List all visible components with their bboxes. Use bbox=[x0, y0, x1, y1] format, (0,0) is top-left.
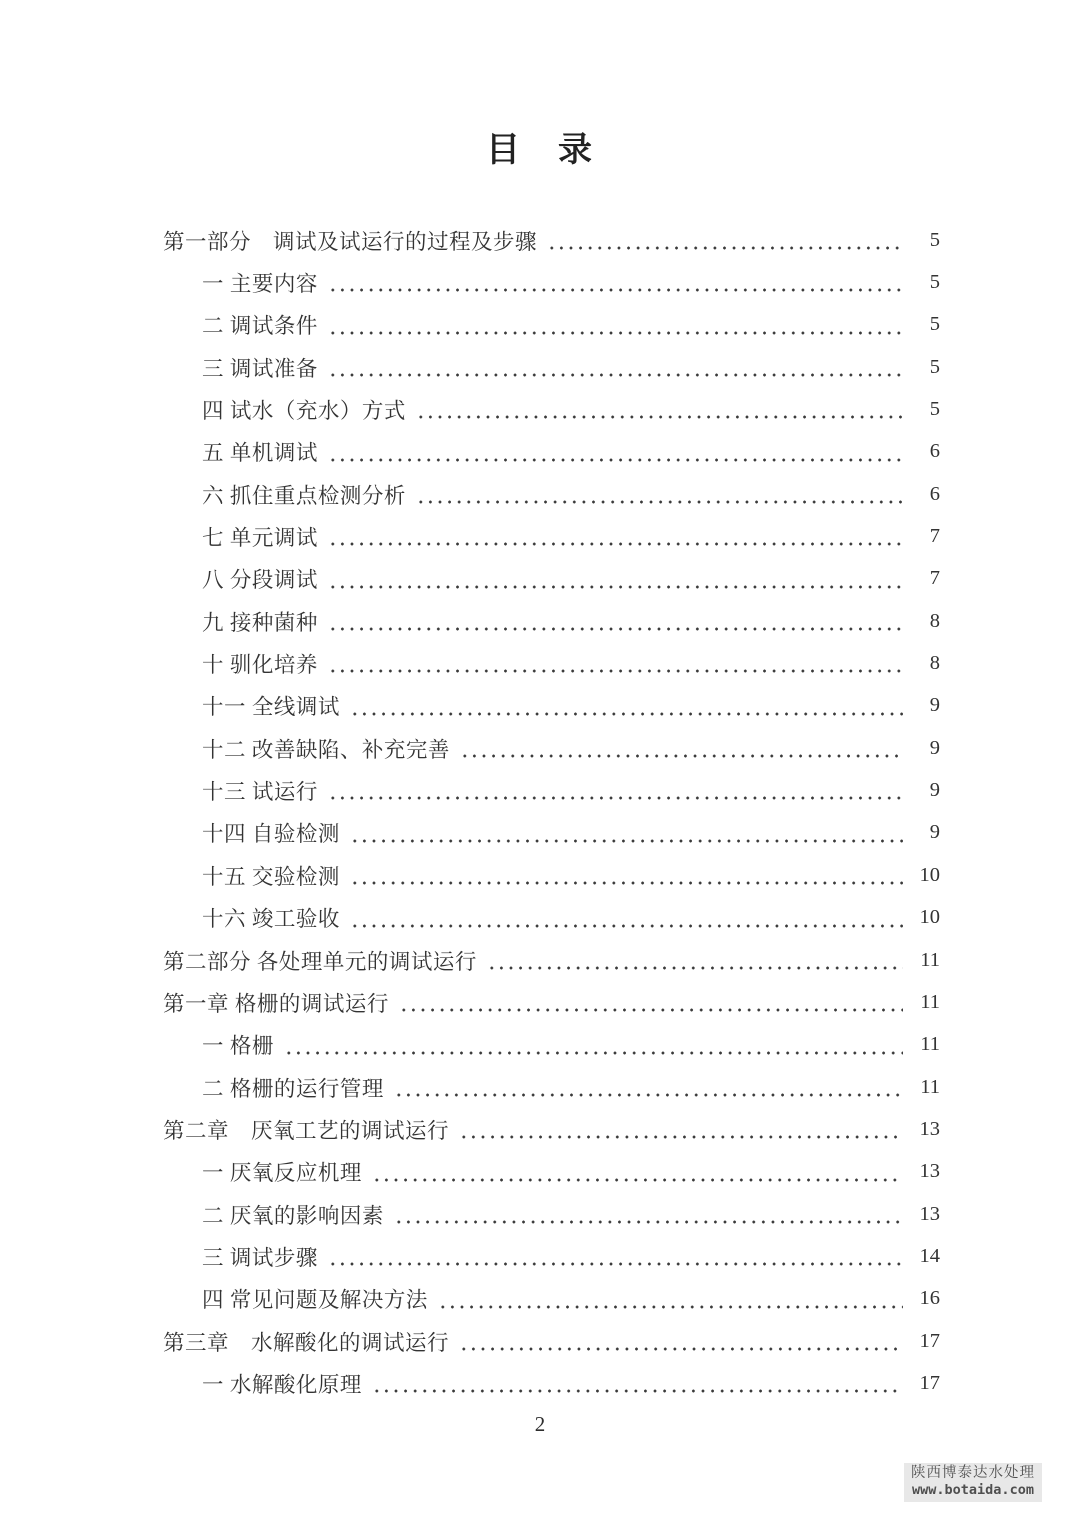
dot-leader bbox=[456, 1320, 903, 1362]
toc-entry-label: 三 调试准备 bbox=[202, 356, 318, 381]
toc-entry-page: 11 bbox=[920, 1075, 940, 1098]
toc-entry-label: 一 主要内容 bbox=[202, 272, 318, 297]
toc-entry-page: 9 bbox=[929, 779, 940, 802]
toc-entry-page: 9 bbox=[929, 821, 940, 844]
toc-entry-page: 13 bbox=[919, 1202, 940, 1225]
dot-leader bbox=[325, 769, 903, 811]
toc-entry bbox=[163, 1024, 940, 1066]
toc-entry-label: 十 驯化培养 bbox=[202, 653, 318, 678]
dot-leader bbox=[396, 981, 903, 1023]
toc-entry-page: 10 bbox=[919, 863, 940, 886]
dot-leader bbox=[369, 1151, 903, 1193]
toc-entry-page: 7 bbox=[929, 525, 940, 548]
toc-entry-label: 九 接种菌种 bbox=[202, 610, 318, 635]
toc-entry bbox=[163, 1362, 940, 1404]
toc-entry-label: 第二部分 各处理单元的调试运行 bbox=[163, 949, 477, 974]
watermark-badge bbox=[904, 1463, 1042, 1502]
toc-entry-page: 17 bbox=[919, 1371, 940, 1394]
dot-leader bbox=[544, 219, 903, 261]
toc-entry-label: 八 分段调试 bbox=[202, 568, 318, 593]
toc-entry-page: 5 bbox=[929, 271, 940, 294]
dot-leader bbox=[484, 939, 903, 981]
toc-entry bbox=[163, 600, 940, 642]
dot-leader bbox=[325, 431, 903, 473]
toc-entry bbox=[163, 854, 940, 896]
toc-entry-page: 14 bbox=[919, 1244, 940, 1267]
toc-entry-page: 11 bbox=[920, 990, 940, 1013]
dot-leader bbox=[457, 727, 903, 769]
dot-leader bbox=[347, 812, 903, 854]
page-title: 目 录 bbox=[486, 132, 594, 169]
dot-leader bbox=[456, 1108, 903, 1150]
toc-entry-label: 七 单元调试 bbox=[202, 526, 318, 551]
dot-leader bbox=[325, 304, 903, 346]
toc-entry-label: 十六 竣工验收 bbox=[202, 907, 340, 932]
toc-entry-page: 9 bbox=[929, 736, 940, 759]
toc-entry-label: 第一章 格栅的调试运行 bbox=[163, 991, 389, 1016]
dot-leader bbox=[413, 473, 903, 515]
toc-entry-label: 六 抓住重点检测分析 bbox=[202, 483, 406, 508]
toc-entry-page: 8 bbox=[929, 609, 940, 632]
toc-entry-page: 10 bbox=[919, 906, 940, 929]
toc-entry bbox=[163, 1193, 940, 1235]
dot-leader bbox=[325, 346, 903, 388]
toc-entry-page: 6 bbox=[929, 440, 940, 463]
toc-entry bbox=[163, 1151, 940, 1193]
toc-entry bbox=[163, 981, 940, 1023]
toc-entry-label: 二 厌氧的影响因素 bbox=[202, 1203, 384, 1228]
toc-entry bbox=[163, 1066, 940, 1108]
toc-entry-label: 四 试水（充水）方式 bbox=[202, 399, 406, 424]
toc-entry bbox=[163, 812, 940, 854]
toc-entry-page: 6 bbox=[929, 482, 940, 505]
toc-entry-label: 第一部分 调试及试运行的过程及步骤 bbox=[163, 229, 538, 254]
table-of-contents bbox=[163, 219, 940, 1405]
toc-entry-page: 7 bbox=[929, 567, 940, 590]
toc-entry-page: 16 bbox=[919, 1287, 940, 1310]
toc-entry-page: 5 bbox=[929, 355, 940, 378]
toc-entry-label: 第二章 厌氧工艺的调试运行 bbox=[163, 1118, 450, 1143]
toc-entry-page: 9 bbox=[929, 694, 940, 717]
toc-entry-label: 五 单机调试 bbox=[202, 441, 318, 466]
toc-entry-label: 十一 全线调试 bbox=[202, 695, 340, 720]
toc-entry-label: 十二 改善缺陷、补充完善 bbox=[202, 737, 450, 762]
toc-entry-label: 第三章 水解酸化的调试运行 bbox=[163, 1330, 450, 1355]
toc-entry bbox=[163, 515, 940, 557]
toc-entry bbox=[163, 727, 940, 769]
toc-entry bbox=[163, 897, 940, 939]
toc-entry bbox=[163, 219, 940, 261]
toc-entry bbox=[163, 685, 940, 727]
dot-leader bbox=[325, 1235, 903, 1277]
toc-entry bbox=[163, 473, 940, 515]
toc-entry bbox=[163, 642, 940, 684]
watermark-url: www.botaida.com bbox=[912, 1482, 1034, 1498]
dot-leader bbox=[347, 897, 903, 939]
dot-leader bbox=[281, 1024, 903, 1066]
dot-leader bbox=[369, 1362, 903, 1404]
toc-entry bbox=[163, 1320, 940, 1362]
dot-leader bbox=[325, 558, 903, 600]
dot-leader bbox=[347, 685, 903, 727]
dot-leader bbox=[325, 600, 903, 642]
dot-leader bbox=[391, 1193, 903, 1235]
toc-entry-label: 四 常见问题及解决方法 bbox=[202, 1288, 428, 1313]
dot-leader bbox=[413, 388, 903, 430]
dot-leader bbox=[435, 1278, 903, 1320]
toc-entry bbox=[163, 304, 940, 346]
dot-leader bbox=[325, 515, 903, 557]
dot-leader bbox=[325, 642, 903, 684]
page-number: 2 bbox=[534, 1412, 546, 1436]
toc-entry-page: 5 bbox=[929, 398, 940, 421]
toc-entry bbox=[163, 558, 940, 600]
toc-entry bbox=[163, 1278, 940, 1320]
toc-entry-page: 13 bbox=[919, 1117, 940, 1140]
toc-entry-label: 十五 交验检测 bbox=[202, 864, 340, 889]
toc-entry-label: 二 调试条件 bbox=[202, 314, 318, 339]
dot-leader bbox=[325, 261, 903, 303]
toc-entry bbox=[163, 1108, 940, 1150]
watermark-company: 陕西博泰达水处理 bbox=[911, 1465, 1035, 1481]
toc-entry bbox=[163, 346, 940, 388]
toc-entry-label: 三 调试步骤 bbox=[202, 1245, 318, 1270]
toc-entry-page: 8 bbox=[929, 652, 940, 675]
toc-entry-label: 十三 试运行 bbox=[202, 780, 318, 805]
toc-entry-label: 一 水解酸化原理 bbox=[202, 1372, 362, 1397]
toc-entry-page: 11 bbox=[920, 948, 940, 971]
toc-entry bbox=[163, 939, 940, 981]
toc-entry-label: 二 格栅的运行管理 bbox=[202, 1076, 384, 1101]
toc-entry bbox=[163, 388, 940, 430]
toc-entry bbox=[163, 769, 940, 811]
toc-entry-label: 十四 自验检测 bbox=[202, 822, 340, 847]
toc-entry-page: 11 bbox=[920, 1033, 940, 1056]
toc-entry-page: 13 bbox=[919, 1160, 940, 1183]
toc-entry bbox=[163, 431, 940, 473]
dot-leader bbox=[391, 1066, 903, 1108]
toc-entry-page: 5 bbox=[929, 313, 940, 336]
toc-entry bbox=[163, 1235, 940, 1277]
toc-entry bbox=[163, 261, 940, 303]
toc-entry-page: 17 bbox=[919, 1329, 940, 1352]
toc-entry-label: 一 厌氧反应机理 bbox=[202, 1161, 362, 1186]
dot-leader bbox=[347, 854, 903, 896]
toc-entry-label: 一 格栅 bbox=[202, 1034, 274, 1059]
toc-entry-page: 5 bbox=[929, 228, 940, 251]
